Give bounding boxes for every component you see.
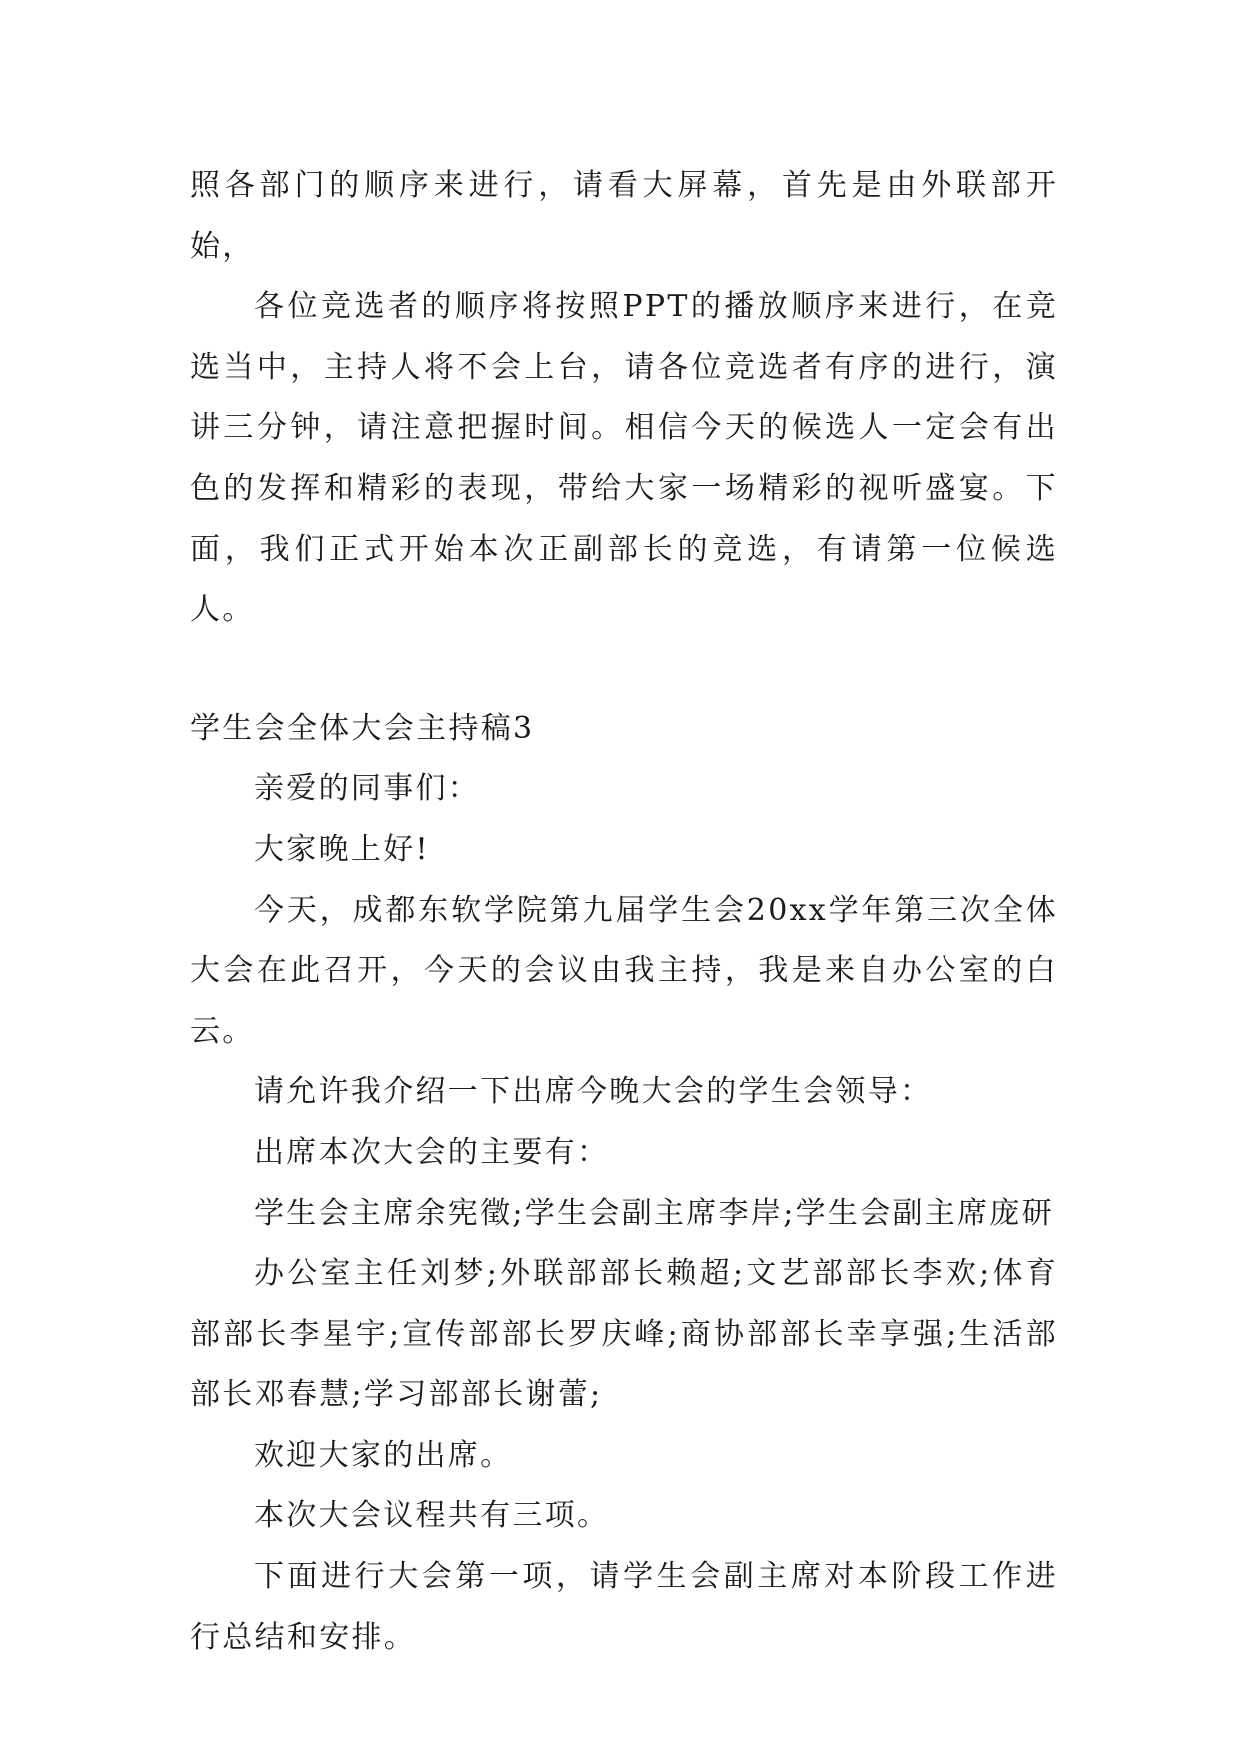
document-body (190, 156, 1058, 1668)
paragraph: 各位竞选者的顺序将按照PPT的播放顺序来进行，在竞选当中，主持人将不会上台，请各位竞选者有序的进行，演讲三分钟，请注意把握时间。相信今天的候选人一定会有出色的发挥和精彩的表现，带给大家一场精彩的视听盛宴。下面，我们正式开始本次正副部长的竞选，有请第一位候选人。 (190, 289, 1058, 628)
paragraph: 请允许我介绍一下出席今晚大会的学生会领导： (254, 1074, 933, 1110)
paragraph: 出席本次大会的主要有： (254, 1134, 610, 1170)
paragraph: 欢迎大家的出席。 (254, 1437, 513, 1473)
paragraph: 照各部门的顺序来进行，请看大屏幕，首先是由外联部开始， (190, 168, 1058, 264)
paragraph: 本次大会议程共有三项。 (254, 1498, 610, 1534)
paragraph: 办公室主任刘梦;外联部部长赖超;文艺部部长李欢;体育部部长李星宇;宣传部部长罗庆峰;商协部部长幸享强;生活部部长邓春慧;学习部部长谢蕾; (190, 1256, 1058, 1413)
paragraph: 学生会主席余宪徵;学生会副主席李岸;学生会副主席庞研 (254, 1195, 1055, 1231)
paragraph: 下面进行大会第一项，请学生会副主席对本阶段工作进行总结和安排。 (190, 1559, 1058, 1655)
paragraph: 今天，成都东软学院第九届学生会20xx学年第三次全体大会在此召开，今天的会议由我主持，我是来自办公室的白云。 (190, 892, 1058, 1049)
section-title: 学生会全体大会主持稿3 (190, 710, 535, 746)
paragraph: 亲爱的同事们： (254, 771, 481, 807)
paragraph: 大家晚上好! (254, 831, 430, 867)
